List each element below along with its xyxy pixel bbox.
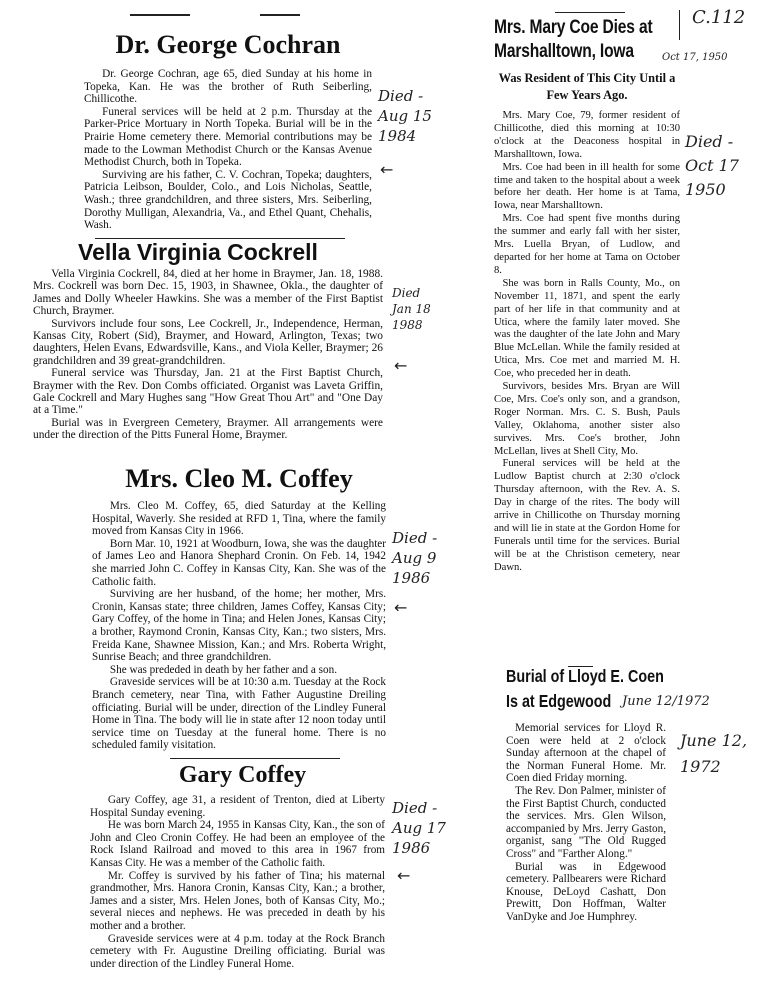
paragraph: Surviving are her husband, of the home; her mother, Mrs. Cronin, Kansas state; three children, James Coffey, Kansas City; Gary Coffey, of the home in Tina; and Helen Jones, Kansas City; a brother, Raymond Cronin, Kansas City, Kan.; two sisters, Mrs. Freida Kane, Shawnee Mission, Kan.; and Mrs. Roberta Wright, Sunrise Beach; and three grandchildren. bbox=[92, 588, 386, 664]
paragraph: Survivors include four sons, Lee Cockrell, Jr., Independence, Herman, Kansas City, Robert (Sid), Braymer, and Howard, Arlington, Texas; two daughters, Helen Evans, Edwardsville, Kans., and Viola Keller, Braymer; 26 grandchildren and 39 great-grandchildren. bbox=[33, 317, 383, 367]
obituary-body bbox=[33, 268, 383, 442]
obituary-title: Mrs. Cleo M. Coffey bbox=[125, 464, 353, 493]
paragraph: Funeral services will be held at 2 p.m. Thursday at the Parker-Price Mortuary in North Topeka. Burial will be in the Prairie Home cemetery there. Memorial contributions may be made to the Lowman Methodist Church or the Kansas Avenue Methodist Church, both in Topeka. bbox=[84, 105, 372, 169]
handwritten-note-coen: June 12, 1972 bbox=[680, 731, 748, 776]
obituary-subtitle: Was Resident of This City Until a Few Years Ago. bbox=[498, 71, 676, 102]
paragraph: Funeral service was Thursday, Jan. 21 at the First Baptist Church, Braymer with the Rev. Don Combs officiated. Organist was Laveta Griffin, Gale Cockrell and Mary Hughes sang "How Great Thou Art" and "One Day at a Time." bbox=[33, 367, 383, 417]
paragraph: Survivors, besides Mrs. Bryan are Will Coe, Mrs. Coe's only son, and a grandson, Roger Norman. Mrs. C. S. Bush, Pauls Valley, Oklahoma, another sister also survives. Mrs. Coe's brother, John McLellan, lives at Shell City, Mo. bbox=[494, 381, 680, 457]
obituary-body bbox=[494, 110, 680, 575]
paragraph: Graveside services were at 4 p.m. today at the Rock Branch cemetery with Fr. Augustine Dreiling officiating. Burial was under direction of the Lindley Funeral Home. bbox=[90, 932, 385, 970]
obituary-title: Gary Coffey bbox=[178, 762, 307, 788]
obituary-title: Dr. George Cochran bbox=[115, 30, 341, 59]
paragraph: Burial was in Evergreen Cemetery, Braymer. All arrangements were under the direction of the Pitts Funeral Home, Braymer. bbox=[33, 416, 383, 442]
obituary-body bbox=[506, 722, 666, 924]
obituary-mary-coe bbox=[494, 16, 680, 575]
obituary-body bbox=[92, 500, 386, 752]
handwritten-date-coen: June 12/1972 bbox=[622, 694, 710, 709]
paragraph: She was prededed in death by her father and a son. bbox=[109, 663, 337, 676]
obituary-cleo-coffey bbox=[92, 462, 386, 752]
paragraph: He was born March 24, 1955 in Kansas City, Kan., the son of John and Cleo Cronin Coffey. He had been an employee of the Rock Island Railroad and moved to this area in 1967 from Kansas City. He was a member of the Catholic faith. bbox=[90, 819, 385, 869]
handwritten-date-coe: Oct 17, 1950 bbox=[662, 52, 728, 63]
obituary-title-line-1: Burial of Lloyd E. Coen bbox=[506, 666, 664, 686]
arrow-icon: ← bbox=[394, 356, 408, 375]
paragraph: Burial was in Edgewood cemetery. Pallbearers were Richard Knouse, DeLoyd Cashatt, Don Prewitt, Don Hoffman, Walter VanDyke and Joe Humphrey. bbox=[506, 860, 666, 923]
obituary-cockrell bbox=[33, 238, 383, 442]
paragraph: Vella Virginia Cockrell, 84, died at her home in Braymer, Jan. 18, 1988. Mrs. Cockrell was born Dec. 15, 1903, in Shawnee, Okla., the daughter of James and Dolly Wheeler Hawkins. She was a member of the First Baptist Church, Braymer. bbox=[33, 268, 383, 318]
obituary-cochran bbox=[84, 28, 372, 232]
paragraph: Mrs. Coe had spent five months during the summer and early fall with her sister, Mrs. Luella Bryan, of Ludlow, and departed for her home at Tama on October 8. bbox=[494, 213, 680, 276]
paragraph: Mrs. Coe had been in ill health for some time and taken to the hospital about a week before her death. Her home is at Tama, Iowa, near Marshalltown. bbox=[494, 161, 680, 212]
obituary-title: Mrs. Mary Coe Dies at Marshalltown, Iowa bbox=[494, 17, 653, 62]
paragraph: Mrs. Mary Coe, 79, former resident of Chillicothe, died this morning at 10:30 o'clock at the Deaconess hospital in Marshalltown, Iowa. bbox=[494, 110, 680, 160]
paragraph: Memorial services for Lloyd R. Coen were held at 2 o'clock Sunday afternoon at the chapel of the Norman Funeral Home. Mr. Coen died Friday morning. bbox=[506, 722, 666, 785]
handwritten-note-cochran: Died - Aug 15 1984 bbox=[378, 87, 432, 145]
paragraph: Mr. Coffey is survived by his father of Tina; his maternal grandmother, Mrs. Hanora Cronin, Kansas City, Kan.; a brother, James and a sister, Mrs. Helen Jones, both of Kansas City, Mo.; several nieces and nephews. He was preceded in death by his mother and a brother. bbox=[90, 869, 385, 932]
paragraph: Dr. George Cochran, age 65, died Sunday at his home in Topeka, Kan. He was the brother of Ruth Seiberling, Chillicothe. bbox=[84, 68, 372, 106]
handwritten-note-cleo: Died - Aug 9 1986 bbox=[392, 529, 438, 587]
obituary-title: Vella Virginia Cockrell bbox=[78, 239, 318, 265]
paragraph: The Rev. Don Palmer, minister of the First Baptist Church, conducted the services. Mrs. Glen Wilson, accompanied by Mrs. Jerry Gaston, organist, sang "The Old Rugged Cross" and "Farther Along." bbox=[506, 784, 666, 860]
handwritten-note-cockrell: Died Jan 18 1988 bbox=[392, 286, 431, 332]
paragraph: Gary Coffey, age 31, a resident of Trenton, died at Liberty Hospital Sunday evening. bbox=[90, 794, 385, 819]
arrow-icon: ← bbox=[397, 866, 411, 885]
arrow-icon: ← bbox=[394, 598, 408, 617]
obituary-title-line-2: Is at Edgewood bbox=[506, 691, 612, 711]
divider bbox=[130, 14, 190, 16]
handwritten-note-gary: Died - Aug 17 1986 bbox=[392, 799, 446, 857]
handwritten-note-coe: Died - Oct 17 1950 bbox=[685, 132, 739, 199]
handwritten-page-ref: C.112 bbox=[692, 7, 746, 28]
obituary-body bbox=[84, 68, 372, 232]
paragraph: Graveside services will be at 10:30 a.m. Tuesday at the Rock Branch cemetery, near Tina, with Father Augustine Dreiling officiating. Burial will be under, direction of the Lindley Funeral Home in Tina. The body will lie in state after 12 noon today until service time on Tuesday at the funeral home. There is no scheduled family visitation. bbox=[92, 676, 386, 752]
divider bbox=[170, 758, 340, 759]
obituary-gary-coffey bbox=[90, 760, 385, 970]
divider bbox=[555, 12, 625, 13]
paragraph: Funeral services will be held at the Ludlow Baptist church at 2:30 o'clock Thursday afternoon, with the Rev. A. S. Day in charge of the rites. The body will arrive in Chillicothe on Thursday morning and will lie in state at the Gordon Home for Funerals until time for the services. Burial will be at the Christison cemetery, near Dawn. bbox=[494, 458, 680, 573]
paragraph: Surviving are his father, C. V. Cochran, Topeka; daughters, Patricia Leibson, Boulder, Colo., and Lois Nicholas, Seattle, Wash.; three grandchildren, and three sisters, Mrs. Seiberling, Dorothy Mulligan, Alexandria, Va., and Ethel Quant, Chehalis, Wash. bbox=[84, 168, 372, 232]
paragraph: She was born in Ralls County, Mo., on November 11, 1871, and spent the early part of her life in that community and at Utica, where the family later moved. She was the daughter of the late John and Mary Blue McLellan. While the family resided at Utica, Mrs. Coe met and married M. H. Coe, who preceded her in death. bbox=[494, 277, 680, 380]
paragraph: Born Mar. 10, 1921 at Woodburn, Iowa, she was the daughter of James Leo and Hanora Shephard Cronin. On Feb. 14, 1942 she married John C. Coffey in Kansas City, Kan. She was of the Catholic faith. bbox=[92, 537, 386, 588]
divider bbox=[260, 14, 300, 16]
obituary-body bbox=[90, 794, 385, 970]
paragraph: Mrs. Cleo M. Coffey, 65, died Saturday at the Kelling Hospital, Waverly. She resided at RFD 1, Tina, where the family moved from Kansas City in 1966. bbox=[92, 500, 386, 538]
arrow-icon: ← bbox=[380, 160, 394, 179]
